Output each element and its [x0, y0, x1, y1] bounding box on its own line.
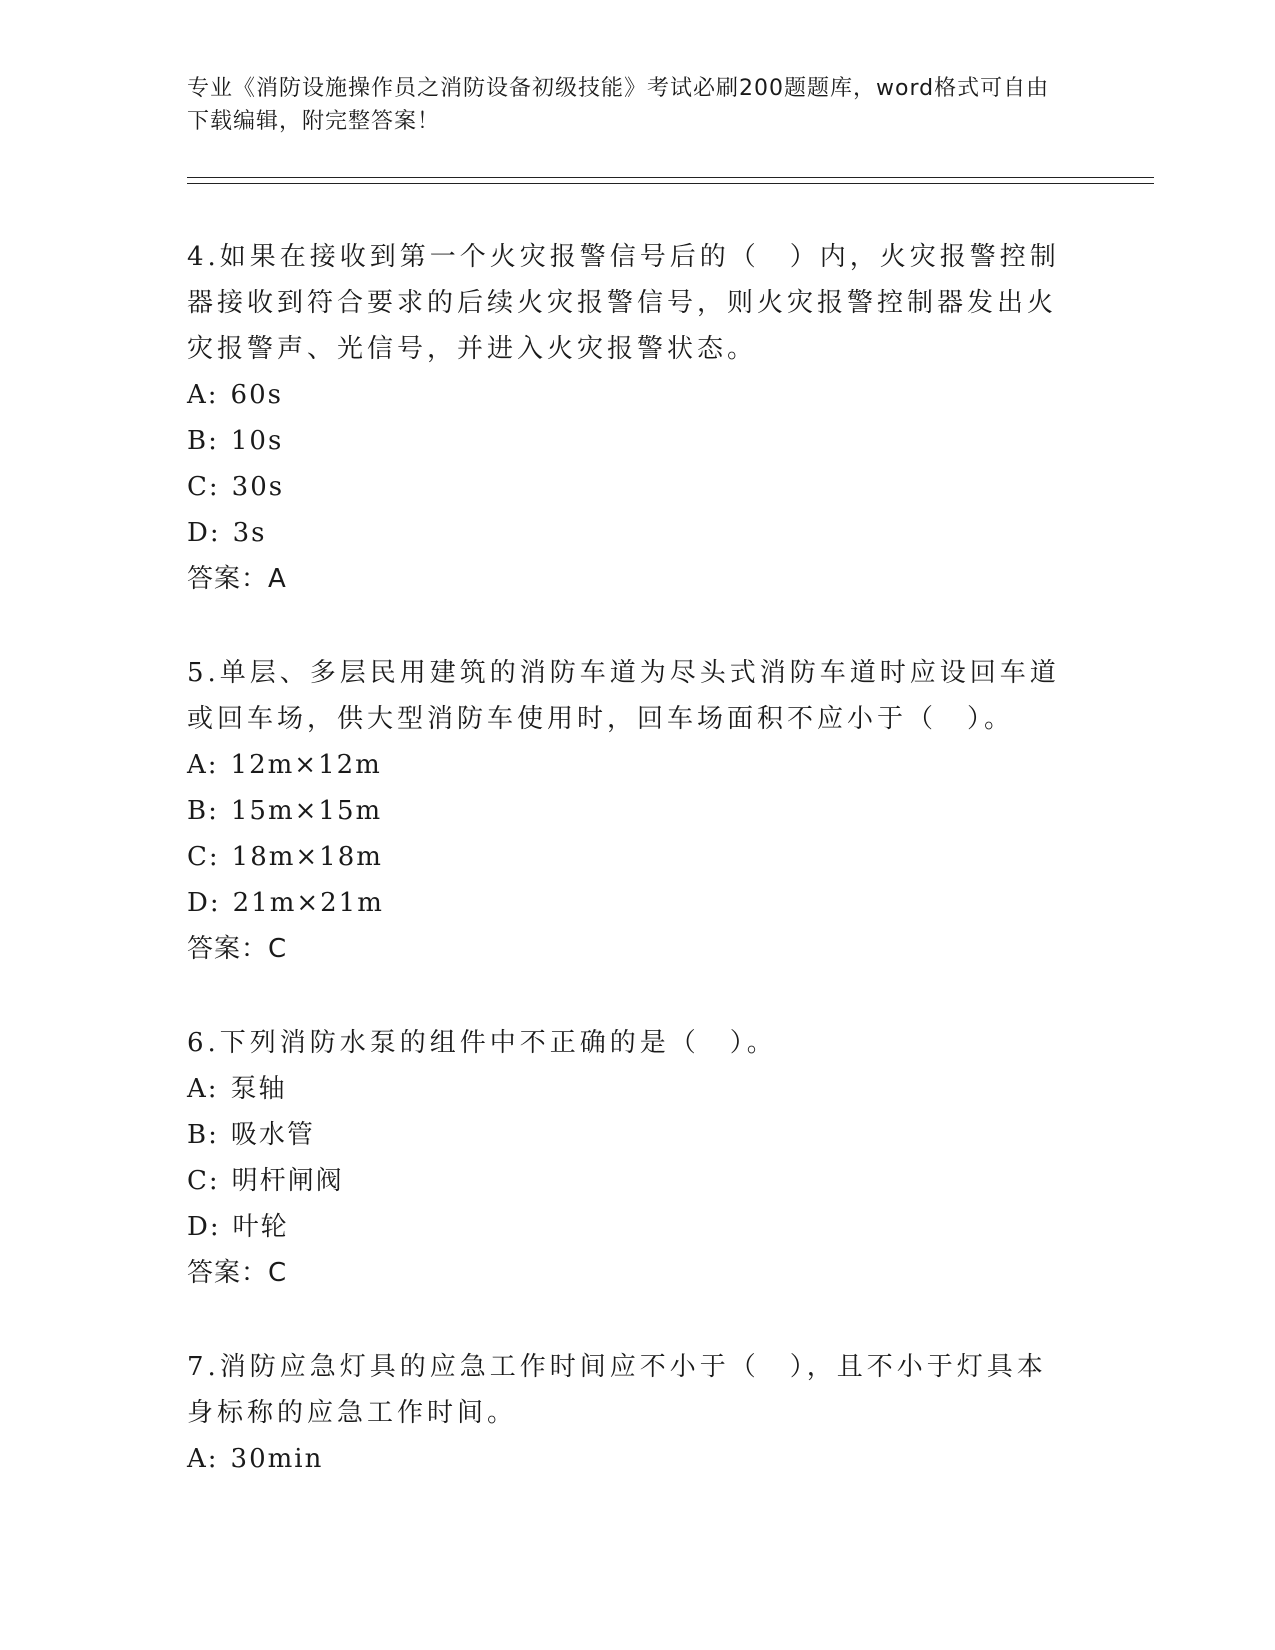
- option-text: 叶轮: [232, 1212, 289, 1242]
- option-key: C:: [187, 472, 220, 502]
- option-key: A:: [187, 750, 219, 780]
- option-text: 30s: [231, 472, 285, 502]
- header-divider-bottom: [187, 183, 1154, 184]
- option-text: 30min: [230, 1444, 324, 1474]
- option-b: [187, 1112, 1067, 1158]
- option-a: [187, 1436, 1067, 1482]
- option-c: [187, 464, 1067, 510]
- option-text: 15m×15m: [230, 796, 383, 826]
- option-a: [187, 372, 1067, 418]
- option-key: D:: [187, 518, 221, 548]
- option-c: [187, 834, 1067, 880]
- question-7: [187, 1344, 1067, 1482]
- question-stem: 5.单层、多层民用建筑的消防车道为尽头式消防车道时应设回车道或回车场，供大型消防车使用时，回车场面积不应小于（ ）。: [187, 658, 1060, 734]
- header-divider-top: [187, 177, 1154, 178]
- option-d: [187, 880, 1067, 926]
- option-text: 泵轴: [230, 1074, 287, 1104]
- option-key: D:: [187, 1212, 221, 1242]
- option-text: 3s: [232, 518, 267, 548]
- option-d: [187, 510, 1067, 556]
- option-key: B:: [187, 1120, 219, 1150]
- option-key: B:: [187, 796, 219, 826]
- option-key: D:: [187, 888, 221, 918]
- option-c: [187, 1158, 1067, 1204]
- option-key: B:: [187, 426, 219, 456]
- question-6: [187, 1020, 1067, 1296]
- document-header: 专业《消防设施操作员之消防设备初级技能》考试必刷200题题库，word格式可自由下载编辑，附完整答案！: [187, 76, 1050, 134]
- option-text: 吸水管: [230, 1120, 315, 1150]
- option-text: 18m×18m: [231, 842, 383, 872]
- option-a: [187, 1066, 1067, 1112]
- option-text: 明杆闸阀: [231, 1166, 344, 1196]
- option-text: 10s: [230, 426, 284, 456]
- question-stem: 6.下列消防水泵的组件中不正确的是（ ）。: [187, 1028, 777, 1058]
- question-4: [187, 234, 1067, 602]
- option-key: C:: [187, 1166, 220, 1196]
- question-stem: 4.如果在接收到第一个火灾报警信号后的（ ）内，火灾报警控制器接收到符合要求的后续火灾报警信号，则火灾报警控制器发出火灾报警声、光信号，并进入火灾报警状态。: [187, 242, 1060, 364]
- answer-line: 答案：C: [187, 934, 288, 964]
- option-d: [187, 1204, 1067, 1250]
- option-key: A:: [187, 1074, 219, 1104]
- answer-line: 答案：C: [187, 1258, 288, 1288]
- option-b: [187, 788, 1067, 834]
- question-stem: 7.消防应急灯具的应急工作时间应不小于（ ），且不小于灯具本身标称的应急工作时间。: [187, 1352, 1047, 1428]
- option-key: A:: [187, 1444, 219, 1474]
- question-list: [187, 234, 1067, 1530]
- option-text: 12m×12m: [230, 750, 382, 780]
- option-key: A:: [187, 380, 219, 410]
- option-a: [187, 742, 1067, 788]
- option-b: [187, 418, 1067, 464]
- option-key: C:: [187, 842, 220, 872]
- answer-line: 答案：A: [187, 564, 287, 594]
- option-text: 21m×21m: [232, 888, 384, 918]
- question-5: [187, 650, 1067, 972]
- option-text: 60s: [230, 380, 283, 410]
